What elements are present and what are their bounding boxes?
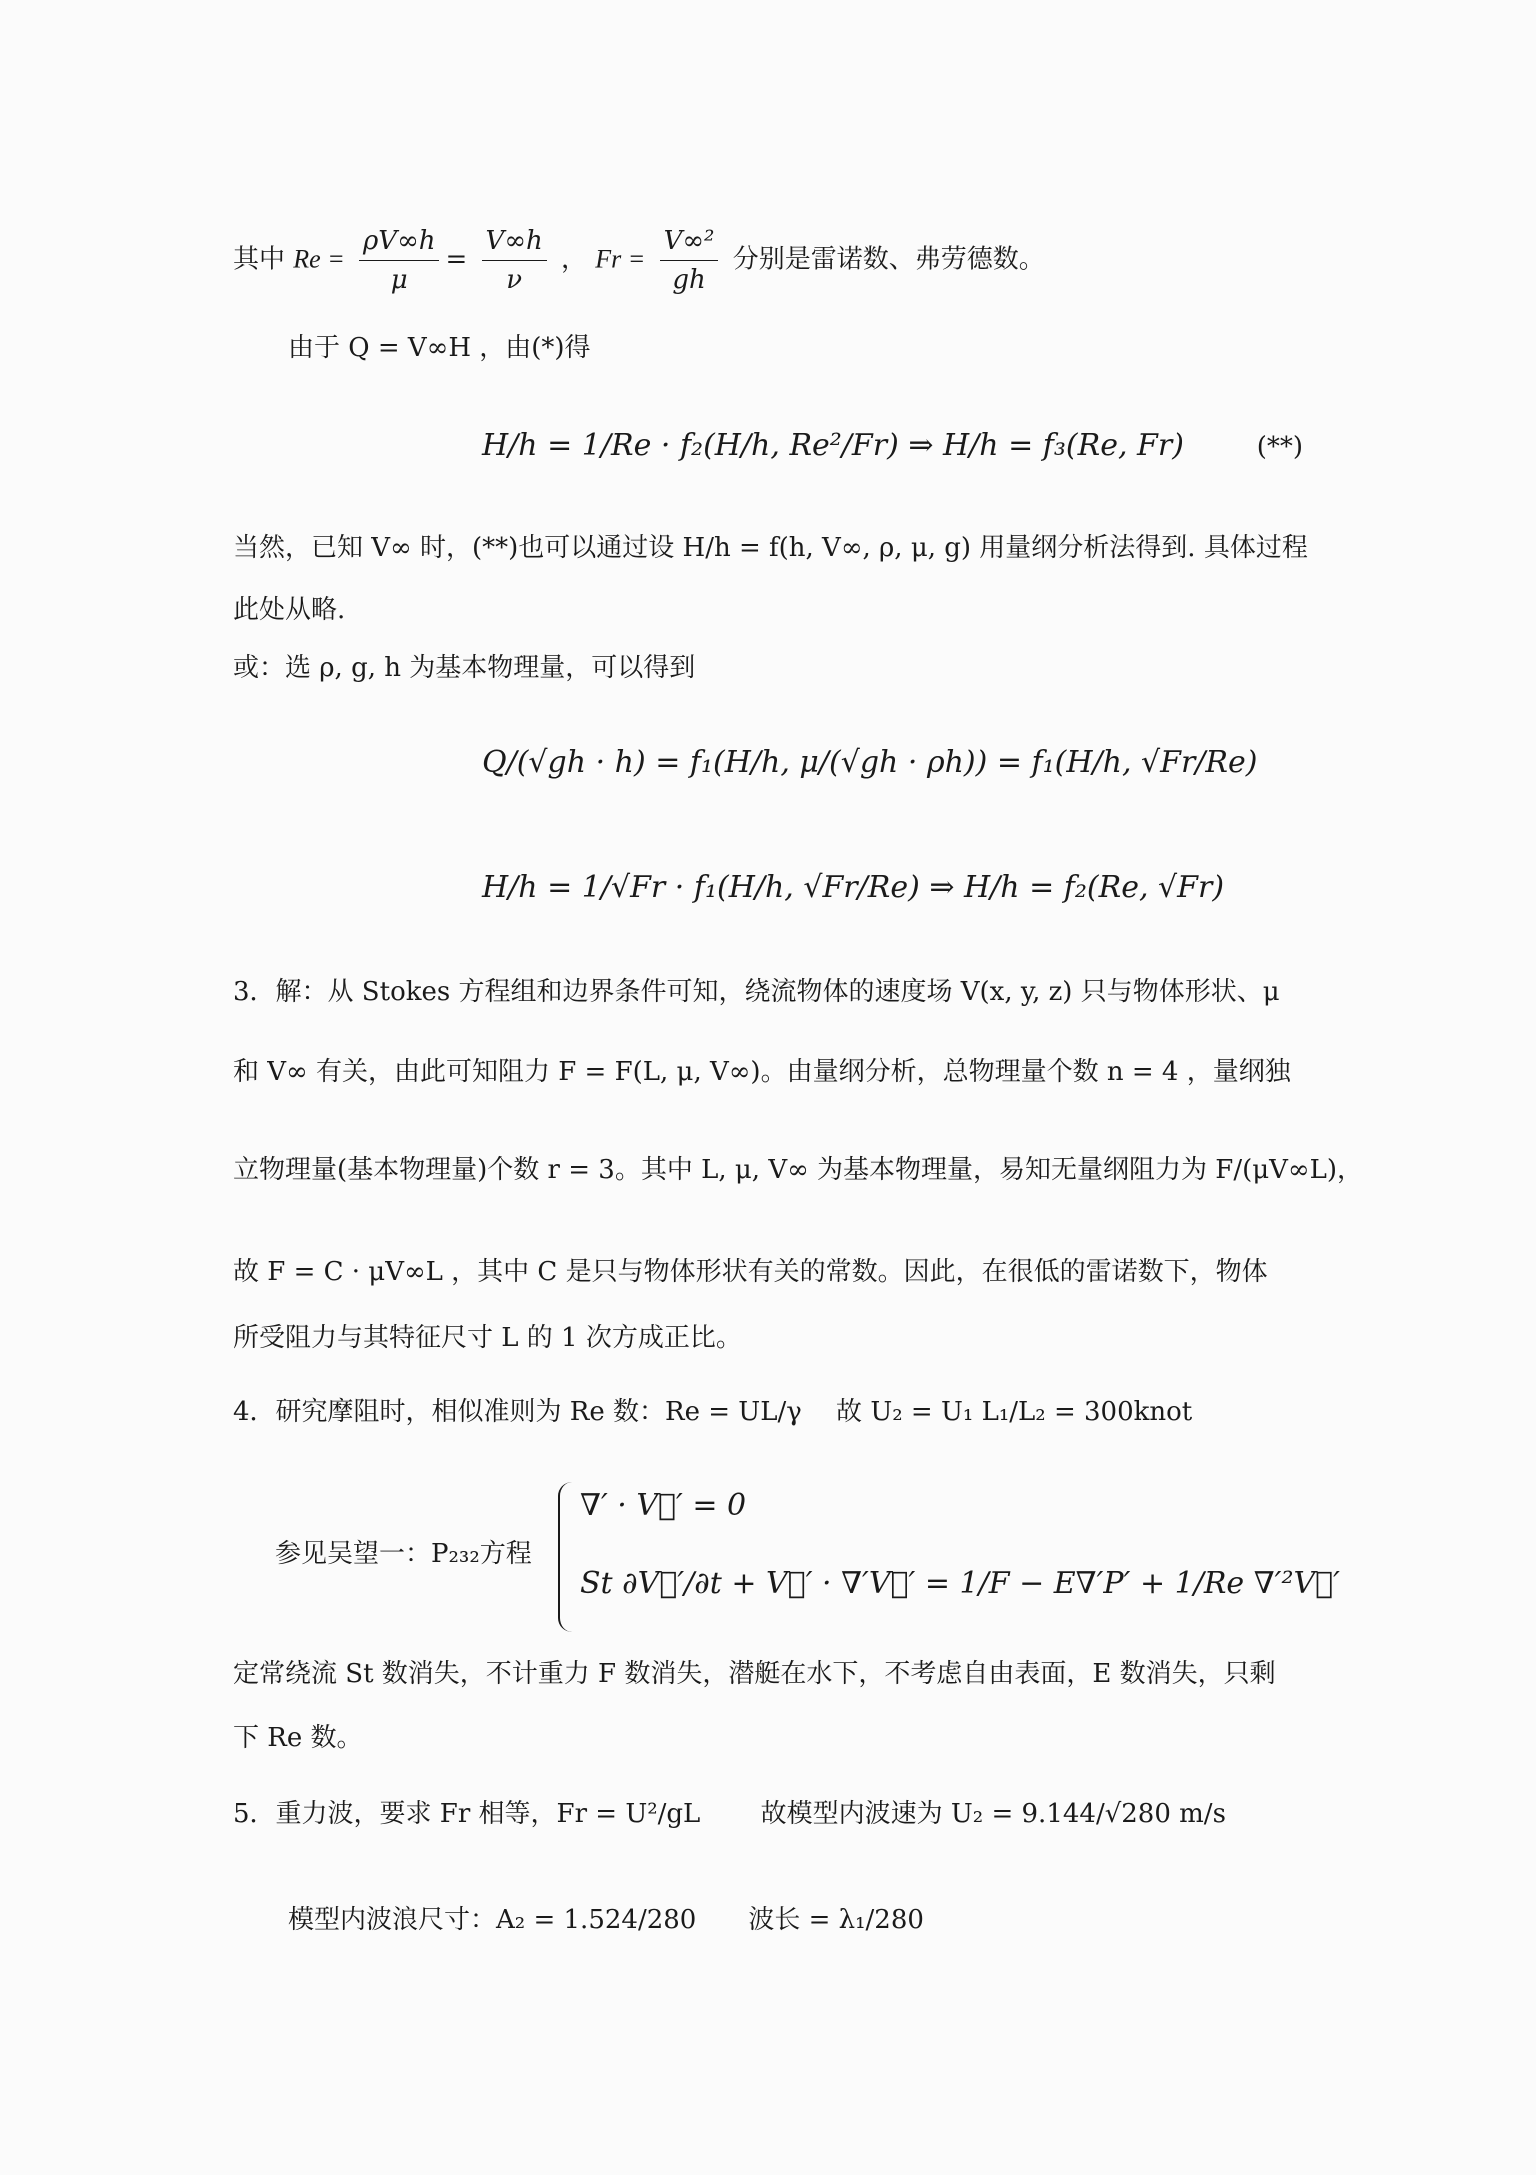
fr-label: Fr = <box>595 244 646 274</box>
equation-system-1: ∇′ · V⃗′ = 0 <box>580 1488 747 1523</box>
text-prefix: 其中 <box>233 244 286 275</box>
equation-q: Q/(√gh · h) = f₁(H/h, μ/(√gh · ρh)) = f₁(H/h, √Fr/Re) <box>482 745 1258 780</box>
text-line: 当然，已知 V∞ 时，(**)也可以通过设 H/h = f(h, V∞, ρ, μ, g) 用量纲分析法得到. 具体过程 <box>233 533 1308 563</box>
text-line: 立物理量(基本物理量)个数 r = 3。其中 L, μ, V∞ 为基本物理量，易知无量纲阻力为 F/(μV∞L)， <box>233 1155 1363 1185</box>
equation-h: H/h = 1/√Fr · f₁(H/h, √Fr/Re) ⇒ H/h = f₂(Re, √Fr) <box>482 870 1225 905</box>
equation-tag: (**) <box>1256 432 1303 462</box>
definition-line: 其中 Re = $\frac{\rho V\infty h}{\mu}$ = $\frac{V\infty h}{\nu}$ ， Fr = $\frac{\text{V∞²}}{gh}$ 分别是雷诺数、弗劳德数。 <box>233 222 1303 299</box>
text-line: 此处从略. <box>233 595 346 625</box>
text-line: 4．研究摩阻时，相似准则为 Re 数：Re = UL/γ 故 U₂ = U₁ L₁/L₂ = 300knot <box>233 1397 1193 1427</box>
re-label: Re = <box>293 244 345 274</box>
text-line: 3．解：从 Stokes 方程组和边界条件可知，绕流物体的速度场 V(x, y, z) 只与物体形状、μ <box>233 977 1280 1007</box>
fr-fraction: $\frac{\text{V∞²}}{gh}$ <box>660 222 719 299</box>
equation-system-2: St ∂V⃗′/∂t + V⃗′ · ∇′V⃗′ = 1/F − E∇′P′ + 1/Re ∇′²V⃗′ <box>580 1566 1340 1601</box>
text-line: 所受阻力与其特征尺寸 L 的 1 次方成正比。 <box>233 1323 742 1353</box>
text-line: 参见吴望一：P₂₃₂方程 <box>275 1539 532 1569</box>
equation-double-star: H/h = 1/Re · f₂(H/h, Re²/Fr) ⇒ H/h = f₃(Re, Fr) <box>482 428 1184 463</box>
text-line: 5．重力波，要求 Fr 相等，Fr = U²/gL 故模型内波速为 U₂ = 9.144/√280 m/s <box>233 1799 1226 1829</box>
text-line: 和 V∞ 有关，由此可知阻力 F = F(L, μ, V∞)。由量纲分析，总物理量个数 n = 4 ，量纲独 <box>233 1057 1291 1087</box>
re-fraction-2: $\frac{V\infty h}{\nu}$ <box>482 222 547 299</box>
text-line: 定常绕流 St 数消失，不计重力 F 数消失，潜艇在水下，不考虑自由表面，E 数消失，只剩 <box>233 1659 1276 1689</box>
text-line: 故 F = C · μV∞L ，其中 C 是只与物体形状有关的常数。因此，在很低的雷诺数下，物体 <box>233 1257 1268 1287</box>
text-line: 下 Re 数。 <box>233 1723 363 1753</box>
text-line: 模型内波浪尺寸：A₂ = 1.524/280 波长 = λ₁/280 <box>288 1905 924 1935</box>
equation-system-brace <box>558 1482 576 1632</box>
text-line: 由于 Q = V∞H ，由(*)得 <box>288 333 591 363</box>
text-suffix: 分别是雷诺数、弗劳德数。 <box>732 244 1045 275</box>
re-fraction-1: $\frac{\rho V\infty h}{\mu}$ <box>359 222 439 299</box>
text-line: 或：选 ρ, g, h 为基本物理量，可以得到 <box>233 653 696 683</box>
